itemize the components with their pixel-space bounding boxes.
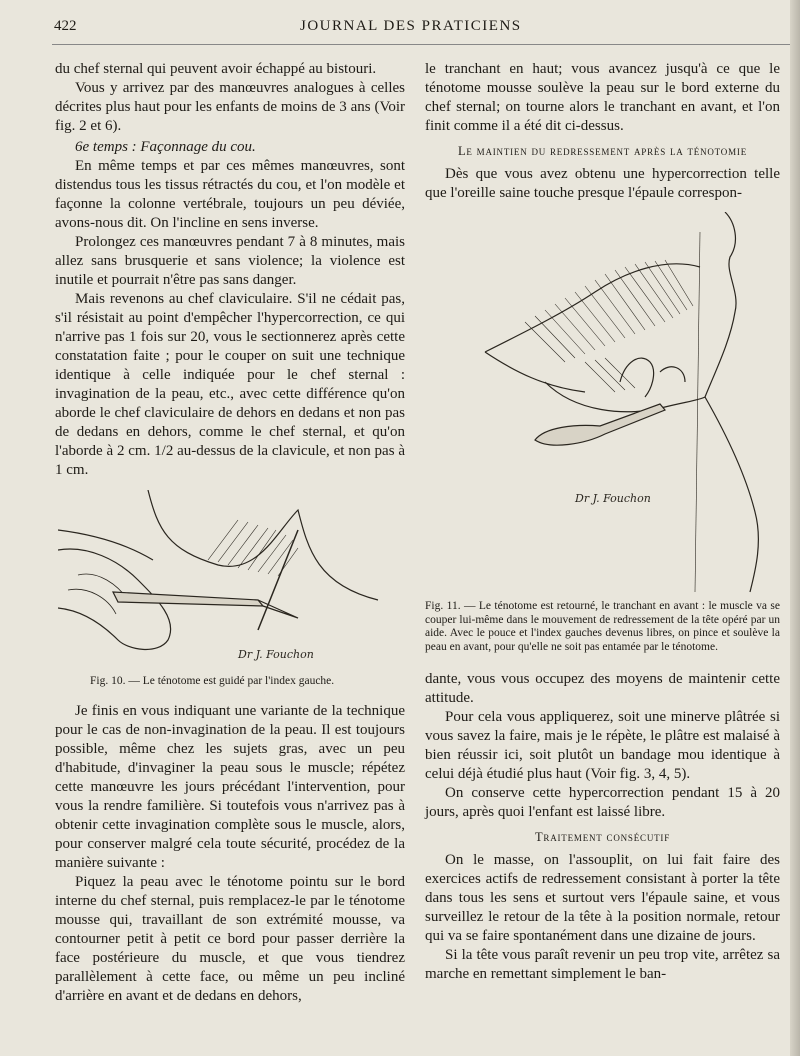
left-paragraph: Vous y arrivez par des manœuvres analogues à celles décrites plus haut pour les enfants de moins de 3 ans (Voir fig. 2 et 6). [55, 80, 405, 134]
right-paragraph: Dès que vous avez obtenu une hypercorrection telle que l'oreille saine touche presque l'épaule correspon- [425, 166, 780, 201]
left-column-top [55, 60, 405, 480]
section-heading: Traitement consécutif [534, 830, 671, 844]
left-paragraph: Piquez la peau avec le ténotome pointu sur le bord interne du chef sternal, puis remplacez-le par le ténotome mousse qui, travaillant de son extrémité mousse, va contourner petit à petit ce bord pour passer derrière la face postérieure du muscle, et que vous tiendrez parallèlement à cette face, ou même un peu incliné d'arrière en avant et de dedans en dehors, [55, 874, 405, 1004]
left-paragraph: du chef sternal qui peuvent avoir échappé au bistouri. [55, 61, 377, 77]
right-paragraph: le tranchant en haut; vous avancez jusqu'à ce que le ténotome mousse soulève la peau sur le bord externe du chef sternal; on tourne alors le tranchant en avant, et l'on finit comme il a été dit ci-dessus. [425, 61, 780, 134]
left-paragraph: Mais revenons au chef claviculaire. S'il ne cédait pas, s'il résistait au point d'empêcher l'hypercorrection, ce qui n'arrive pas 1 fois sur 20, vous le sectionnerez après cette constatation faite ; pour le couper on suit une technique identique à celle indiquée pour le chef sternal : invagination de la peau, etc., avec cette différence qu'on aborde le chef claviculaire de dehors en dedans et non pas de dedans en dehors, comme le chef sternal, et qu'on l'aborde à 2 cm. 1/2 au-dessus de la clavicule, et non pas à 1 cm. [55, 291, 405, 478]
left-paragraph: En même temps et par ces mêmes manœuvres, sont distendus tous les tissus rétractés du cou, et l'on modèle et façonne la colonne vertébrale, toujours un peu déviée, avons-nous dit. On l'incline en sens inverse. [55, 158, 405, 231]
page-number: 422 [54, 18, 77, 34]
running-title: JOURNAL DES PRATICIENS [300, 18, 522, 34]
right-paragraph: Si la tête vous paraît revenir un peu trop vite, arrêtez sa marche en remettant simplement le ban- [425, 947, 780, 982]
right-paragraph: On conserve cette hypercorrection pendant 15 à 20 jours, après quoi l'enfant est laissé libre. [425, 785, 780, 820]
figure-11-illustration [425, 212, 780, 597]
right-paragraph: On le masse, on l'assouplit, on lui fait faire des exercices actifs de redressement consistant à porter la tête dans tous les sens et surtout vers l'épaule saine, et vous surveillez le retour de la tête à la position normale, retour qui va se faire spontanément dans une dizaine de jours. [425, 852, 780, 944]
right-column-bottom [425, 670, 780, 984]
right-column-top [425, 60, 780, 203]
section-heading: Le maintien du redressement après la ténotomie [457, 144, 747, 158]
left-paragraph: Je finis en vous indiquant une variante de la technique pour le cas de non-invagination de la peau. Il est toujours possible, même chez les sujets gras, avec un peu d'habitude, d'invaginer la peau sous le muscle; répétez cette manœuvre les jours précédant l'intervention, pour vous la rendre familière. Si toutefois vous n'arrivez pas à obtenir cette invagination complète sous le muscle, alors, pour conserver malgré cela toute sécurité, procédez de la manière suivante : [55, 703, 405, 871]
page-spine-edge [790, 0, 800, 1056]
figure-10-caption: Fig. 10. — Le ténotome est guidé par l'index gauche. [90, 675, 335, 687]
left-paragraph: Prolongez ces manœuvres pendant 7 à 8 minutes, mais allez sans brusquerie et sans violence; la violence est inutile et pourrait n'être pas sans danger. [55, 234, 405, 288]
header-rule [52, 44, 792, 45]
figure-10-illustration [58, 490, 398, 670]
right-paragraph: dante, vous vous occupez des moyens de maintenir cette attitude. [425, 671, 780, 706]
right-paragraph: Pour cela vous appliquerez, soit une minerve plâtrée si vous savez la faire, mais je le répète, le plâtre est malaisé à bien réussir ici, soit plutôt un bandage mou identique à celui déjà étudié plus haut (Voir fig. 3, 4, 5). [425, 709, 780, 782]
figure-11-caption: Fig. 11. — Le ténotome est retourné, le tranchant en avant : le muscle va se couper lui-même dans le mouvement de redressement de la tête opéré par un aide. Avec le pouce et l'index gauches devenus libres, on pince et soulève la peau en avant, pour qu'elle ne soit pas entamée par le ténotome. [425, 600, 780, 653]
section-subtitle: 6e temps : Façonnage du cou. [75, 139, 256, 155]
figure-10-signature: Dr J. Fouchon [238, 648, 314, 661]
figure-11-signature: Dr J. Fouchon [575, 492, 651, 505]
left-column-bottom [55, 702, 405, 1006]
